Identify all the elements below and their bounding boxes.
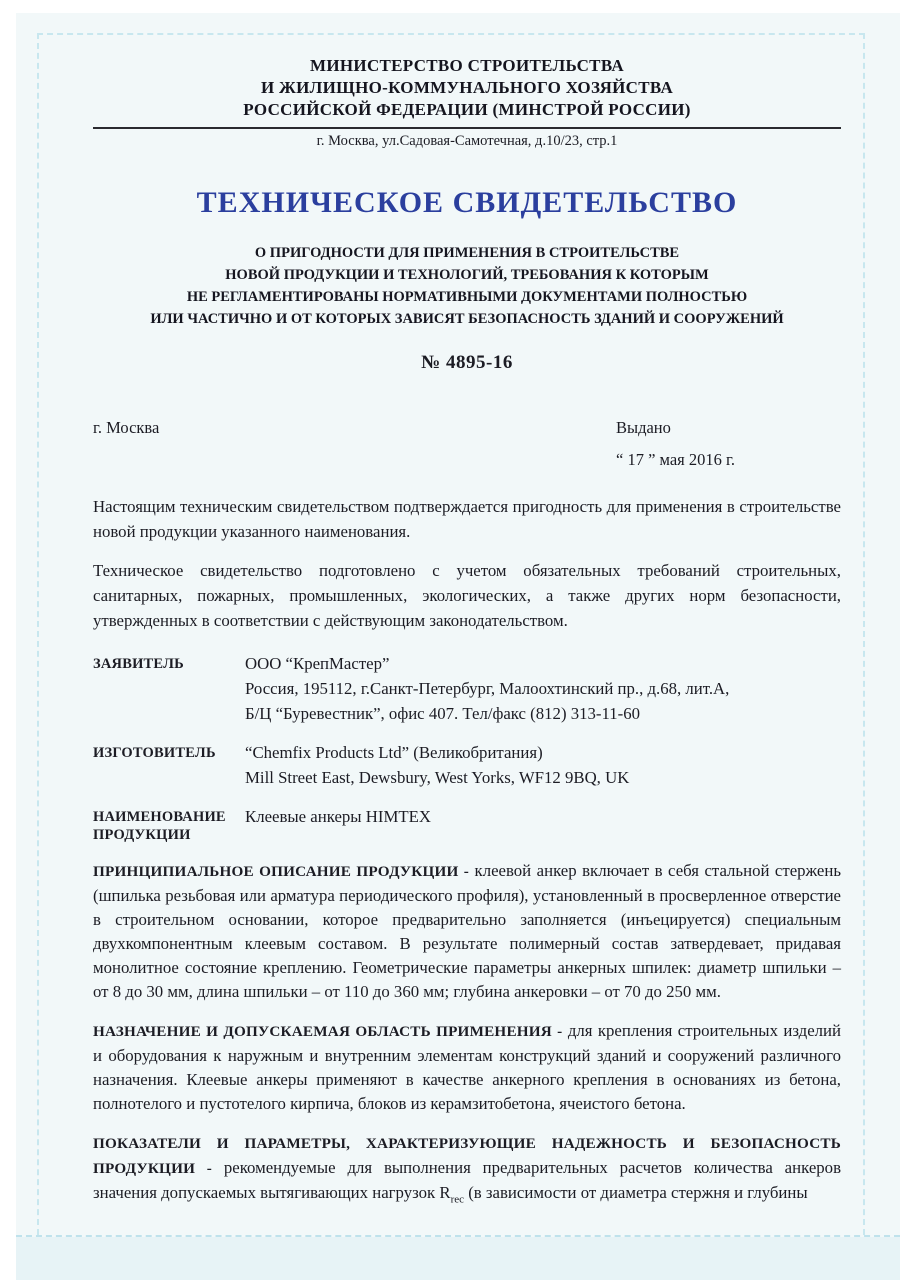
bottom-tint-band [16, 1237, 900, 1280]
section-application-heading: НАЗНАЧЕНИЕ И ДОПУСКАЕМАЯ ОБЛАСТЬ ПРИМЕНЕНИЯ - [93, 1023, 563, 1040]
field-manufacturer [93, 740, 841, 790]
field-product-name [93, 804, 841, 844]
issue-city: г. Москва [93, 418, 160, 437]
applicant-line-3: Б/Ц “Буревестник”, офис 407. Тел/факс (812) 313-11-60 [245, 704, 641, 723]
field-applicant-label: ЗАЯВИТЕЛЬ [93, 656, 184, 672]
section-parameters-body-before: рекомендуемые для выполнения предварительных расчетов количества анкеров значения допускаемых вытягивающих нагрузок R [93, 1158, 841, 1202]
section-parameters-body-after: (в зависимости от диаметра стержня и глубины [464, 1183, 808, 1202]
section-application-body: для крепления строительных изделий и оборудования к наружным и внутренним элементам конструкций зданий и сооружений различного назначения. Клеевые анкеры применяют в качестве анкерного крепления в основаниях из бетона, полнотелого и пустотелого кирпича, блоков из керамзитобетона, ячеистого бетона. [93, 1021, 841, 1113]
issue-date: “ 17 ” мая 2016 г. [616, 450, 736, 469]
ministry-name [93, 13, 841, 121]
field-manufacturer-value [245, 740, 841, 790]
issue-row [93, 418, 841, 470]
intro-paragraph-1: Настоящим техническим свидетельством подтверждается пригодность для применения в строительстве новой продукции указанного наименования. [93, 497, 841, 541]
section-description [93, 859, 841, 1004]
ministry-line-1: МИНИСТЕРСТВО СТРОИТЕЛЬСТВА [310, 56, 624, 75]
ministry-line-3: РОССИЙСКОЙ ФЕДЕРАЦИИ (МИНСТРОЙ РОССИИ) [243, 100, 691, 119]
field-applicant [93, 651, 841, 726]
ministry-line-2: И ЖИЛИЩНО-КОММУНАЛЬНОГО ХОЗЯЙСТВА [260, 78, 674, 97]
paper-background [16, 13, 900, 1280]
manufacturer-line-2: Mill Street East, Dewsbury, West Yorks, WF12 9BQ, UK [245, 768, 630, 787]
section-application [93, 1019, 841, 1116]
ministry-address: г. Москва, ул.Садовая-Самотечная, д.10/23, стр.1 [316, 133, 618, 149]
field-product-name-label: НАИМЕНОВАНИЕ ПРОДУКЦИИ [93, 809, 226, 843]
product-name-line-1: Клеевые анкеры HIMTEX [245, 807, 432, 826]
issued-label: Выдано [616, 418, 671, 437]
field-product-name-value [245, 804, 841, 844]
subtitle-line-1: О ПРИГОДНОСТИ ДЛЯ ПРИМЕНЕНИЯ В СТРОИТЕЛЬСТВЕ [254, 245, 680, 261]
subtitle-line-2: НОВОЙ ПРОДУКЦИИ И ТЕХНОЛОГИЙ, ТРЕБОВАНИЯ К КОТОРЫМ [225, 267, 709, 283]
section-description-body: клеевой анкер включает в себя стальной стержень (шпилька резьбовая или арматура периодического профиля), установленный в просверленное отверстие в строительном основании, которое предварительно заполняется (инъецируется) специальным двухкомпонентным клеевым составом. В результате полимерный состав затвердевает, придавая монолитное состояние креплению. Геометрические параметры анкерных шпилек: диаметр шпильки – от 8 до 30 мм, длина шпильки – от 110 до 360 мм; глубина анкеровки – от 70 до 250 мм. [93, 861, 841, 1001]
manufacturer-line-1: “Chemfix Products Ltd” (Великобритания) [245, 743, 543, 762]
document-content [93, 13, 841, 1211]
section-description-heading: ПРИНЦИПИАЛЬНОЕ ОПИСАНИЕ ПРОДУКЦИИ - [93, 863, 470, 880]
subtitle-line-3: НЕ РЕГЛАМЕНТИРОВАНЫ НОРМАТИВНЫМИ ДОКУМЕНТАМИ ПОЛНОСТЬЮ [186, 289, 748, 305]
r-rec-subscript: rec [450, 1193, 465, 1206]
document-title: ТЕХНИЧЕСКОЕ СВИДЕТЕЛЬСТВО [196, 186, 738, 219]
field-manufacturer-label: ИЗГОТОВИТЕЛЬ [93, 745, 216, 761]
header-rule [93, 127, 841, 129]
certificate-number: № 4895-16 [421, 352, 513, 373]
applicant-line-1: ООО “КрепМастер” [245, 654, 390, 673]
section-parameters [93, 1131, 841, 1211]
intro-paragraph-2: Техническое свидетельство подготовлено с учетом обязательных требований строительных, санитарных, пожарных, промышленных, экологических, а также других норм безопасности, утвержденных в соответствии с действующим законодательством. [93, 561, 841, 630]
applicant-line-2: Россия, 195112, г.Санкт-Петербург, Малоохтинский пр., д.68, лит.А, [245, 679, 730, 698]
subtitle-line-4: ИЛИ ЧАСТИЧНО И ОТ КОТОРЫХ ЗАВИСЯТ БЕЗОПАСНОСТЬ ЗДАНИЙ И СООРУЖЕНИЙ [150, 311, 784, 327]
fields-block [93, 651, 841, 844]
document-subtitle [93, 242, 841, 330]
section-parameters-heading: ПОКАЗАТЕЛИ И ПАРАМЕТРЫ, ХАРАКТЕРИЗУЮЩИЕ НАДЕЖНОСТЬ И БЕЗОПАСНОСТЬ ПРОДУКЦИИ - [93, 1135, 841, 1177]
issue-block [616, 418, 841, 470]
field-applicant-value [245, 651, 841, 726]
